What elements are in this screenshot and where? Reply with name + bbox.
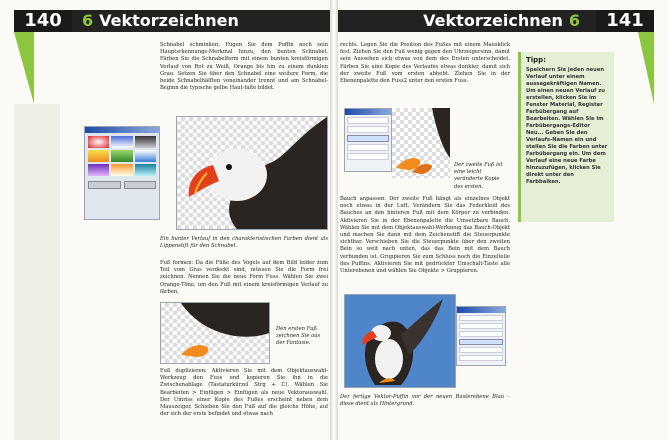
dialog-button[interactable] <box>88 181 121 189</box>
right-page-number: 141 <box>596 10 654 32</box>
left-text-middle <box>160 260 328 300</box>
foot-caption <box>276 326 328 352</box>
foot-screenshot <box>160 302 270 364</box>
caption-final-puffin: Der fertige Vektor-Puffin vor der neuen Rasterebene Blau – diese dient als Hintergrund. <box>340 394 510 408</box>
final-caption <box>340 394 510 412</box>
puffin-wing <box>401 299 443 355</box>
right-green-accent <box>638 32 654 104</box>
left-chapter-number: 6 <box>82 11 94 30</box>
right-text-top <box>340 42 510 89</box>
right-chapter-heading <box>423 10 586 32</box>
layer-row[interactable] <box>347 117 389 124</box>
gradient-swatch <box>111 136 132 148</box>
paragraph-fuss-duplizieren: Fuß duplizieren: Aktivieren Sie mit dem Objektauswahl-Werkzeug den Fuss und kopieren Sie ihn in die Zwischenablage (Tastaturkürzel Strg + C). Wählen Sie Bearbeiten > Einfügen > Einfügen als neue Vektorauswahl. Der Umriss einer Kopie des Fußes erscheint neben dem Mauszeiger. Schieben Sie den Fuß auf die gleiche Höhe, auf der sich der erste befindet und etwas nach <box>160 368 328 418</box>
left-text-bottom <box>160 368 328 422</box>
tip-text: Speichern Sie jeden neuen Verlauf unter einem aussagekräftigen Namen. Um einen neuen Verlauf zu erstellen, klicken Sie im Fenster Material, Register Farbübergang auf Bearbeiten. Wählen Sie im Farbübergangs-Editor Neu... Geben Sie den Verlaufs-Namen ein und stellen Sie die Farben unter Farbübergang ein. Um dem Verlauf eine neue Farbe hinzuzufügen, klicken Sie direkt unter den Farbbalken. <box>526 67 608 185</box>
final-layer-palette <box>456 306 506 366</box>
second-foot-caption <box>454 162 510 195</box>
beak-caption <box>160 236 328 254</box>
gradient-swatch <box>88 164 109 176</box>
tip-box <box>518 52 614 222</box>
puffin-body-dark <box>181 303 269 337</box>
puffin-eye <box>226 164 232 170</box>
caption-beak: Ein bunter Verlauf in den charakteristischen Farben dient als Lippenstift für den Schnabel. <box>160 236 328 250</box>
caption-second-foot: Der zweite Fuß ist eine leicht veränderte Kopie des ersten. <box>454 162 503 190</box>
left-green-accent <box>14 32 34 104</box>
color-picker-screenshot <box>84 126 160 220</box>
left-chapter-heading <box>82 10 239 32</box>
puffin-beak-screenshot <box>176 116 328 230</box>
puffin-body-dark <box>432 108 450 158</box>
puffin-belly <box>375 339 403 379</box>
gradient-swatch-grid <box>85 133 159 179</box>
right-page <box>334 0 668 440</box>
paragraph-fuss-formen: Fuß formen: Da die Füße des Vogels auf dem Bild leider zum Teil vom Gras verdeckt sind, müssen Sie die Form frei zeichnen. Nennen Sie die neue Form Fuss. Wählen Sie zwei Orange-Töne, um den Fuß mit einem kreisförmigen Verlauf zu färben. <box>160 260 328 295</box>
second-foot-screenshot <box>392 108 450 178</box>
gradient-swatch <box>111 150 132 162</box>
layer-row[interactable] <box>459 339 503 345</box>
layer-row[interactable] <box>347 153 389 160</box>
paragraph-bauch: Bauch anpassen: Der zweite Fuß hängt als einzelnes Objekt noch etwas in der Luft. Verändern Sie das Federkleid des Bauches an den hinteren Fuß mit dem Körper zu verbinden. Aktivieren Sie in der Ebenenpalette die Umsetzbare Bauch. Wählen Sie mit dem Objektauswahl-Werkzeug das Bauch-Objekt und machen Sie dann mit dem Zeichenstift die Steuerpunkte sichtbar. Verschieben Sie die Steuerpunkte über den zweiten Bein so weit nach unten, das das Bein mit dem Bauch verbunden ist. Gruppieren Sie zum Schluss noch die Einzelteile des Puffins. Aktivieren Sie mit gedrückter Umschalt-Taste alle Unterebenen und wählen Sie Objekte > Gruppieren. <box>340 196 510 275</box>
final-puffin-screenshot <box>344 294 456 388</box>
paragraph-fuss-position: rechts. Legen Sie die Position des Fußes mit einem Mausklick fest. Ziehen Sie den Fuß wenig gegen den Uhrzeigersinn, damit sein Aussehen sich etwas von dem des Ersten unterscheidet. Färben Sie eine Kopie des Verlaufes etwas dunkler, damit sich der zweite Fuß vom ersten abhebt. Ziehen Sie in der Ebenenpalette den Fuss2 unter den ersten Fuss. <box>340 42 510 85</box>
paragraph-schnabel: Schnabel schminken: Fügen Sie dem Puffin noch sein Hauptsrkennungs-Merkmal hinzu, den bunten Schnabel. Färben Sie die Schnabelform mit einem bunten kreisförmigen Verlauf von Rot zu Weiß, Orange bis hin zu einem dunklen Grau. Setzen Sie über den Schnabel eine weitere Form, die beide Schnabelhälften voneinander trennt und am Schnabel-Beginn die typische gelbe Haut-falte bildet. <box>160 42 328 92</box>
layer-rows <box>457 313 505 365</box>
gradient-swatch <box>111 164 132 176</box>
layer-palette-screenshot <box>344 108 392 172</box>
left-margin-shade <box>14 104 60 440</box>
gradient-swatch <box>88 150 109 162</box>
layer-row[interactable] <box>459 323 503 329</box>
puffin-head-illustration <box>177 117 327 229</box>
puffin-foot <box>181 345 208 357</box>
layer-rows <box>345 115 391 164</box>
layer-row[interactable] <box>347 144 389 151</box>
gradient-swatch <box>135 150 156 162</box>
left-chapter-title: Vektorzeichnen <box>99 11 239 30</box>
layer-row[interactable] <box>459 315 503 321</box>
book-gutter <box>330 0 338 440</box>
tip-title: Tipp: <box>526 56 546 64</box>
dialog-buttons <box>85 179 159 191</box>
left-page-header <box>14 10 334 32</box>
caption-foot: Den ersten Fuß zeichnen Sie aus der Fantasie. <box>276 326 321 347</box>
layer-row[interactable] <box>347 126 389 133</box>
gradient-swatch <box>88 136 109 148</box>
gradient-swatch <box>135 164 156 176</box>
final-puffin-illustration <box>345 295 455 387</box>
layer-row[interactable] <box>459 347 503 353</box>
foot-illustration <box>161 303 269 363</box>
layer-row[interactable] <box>347 135 389 142</box>
dialog-button[interactable] <box>124 181 157 189</box>
layer-row[interactable] <box>459 355 503 361</box>
right-text-middle <box>340 196 510 279</box>
right-chapter-number: 6 <box>568 11 580 30</box>
second-foot-illustration <box>392 108 450 178</box>
right-chapter-title: Vektorzeichnen <box>423 11 563 30</box>
left-page-number: 140 <box>14 10 72 32</box>
left-text-top <box>160 42 328 96</box>
layer-row[interactable] <box>459 331 503 337</box>
right-page-header <box>334 10 654 32</box>
gradient-swatch <box>135 136 156 148</box>
puffin-beak <box>189 165 219 197</box>
